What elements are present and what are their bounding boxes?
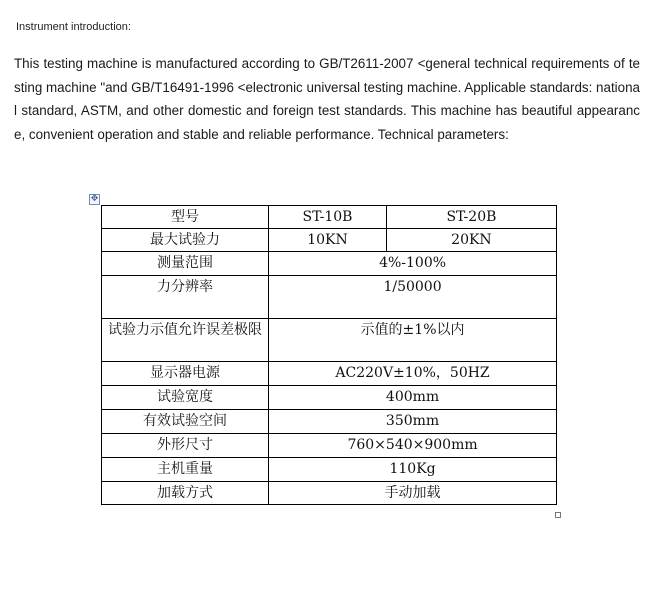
table-resize-handle-icon[interactable] bbox=[555, 512, 561, 518]
table-row bbox=[102, 386, 557, 410]
table-row bbox=[102, 276, 557, 319]
table-move-handle-icon[interactable]: ✥ bbox=[90, 194, 99, 204]
cell-range-value: 4%-100% bbox=[269, 252, 557, 276]
cell-error-value: 示值的±1%以内 bbox=[269, 319, 557, 362]
cell-power-label: 显示器电源 bbox=[102, 362, 269, 386]
table-row bbox=[102, 229, 557, 252]
cell-range-label: 测量范围 bbox=[102, 252, 269, 276]
cell-width-value: 400mm bbox=[269, 386, 557, 410]
cell-size-label: 外形尺寸 bbox=[102, 434, 269, 458]
cell-max-force-a: 10KN bbox=[269, 229, 387, 252]
table-row bbox=[102, 252, 557, 276]
table-row bbox=[102, 410, 557, 434]
cell-loading-value: 手动加载 bbox=[269, 482, 557, 505]
cell-model-b: ST-20B bbox=[386, 206, 556, 229]
cell-model-a: ST-10B bbox=[269, 206, 387, 229]
table-row bbox=[102, 458, 557, 482]
cell-resolution-value: 1/50000 bbox=[269, 276, 557, 319]
cell-weight-value: 110Kg bbox=[269, 458, 557, 482]
cell-resolution-label: 力分辨率 bbox=[102, 276, 269, 319]
cell-model-label: 型号 bbox=[102, 206, 269, 229]
cell-loading-label: 加载方式 bbox=[102, 482, 269, 505]
table-row bbox=[102, 434, 557, 458]
table-row bbox=[102, 482, 557, 505]
technical-parameters-table bbox=[101, 205, 557, 505]
cell-width-label: 试验宽度 bbox=[102, 386, 269, 410]
cell-space-label: 有效试验空间 bbox=[102, 410, 269, 434]
cell-space-value: 350mm bbox=[269, 410, 557, 434]
intro-paragraph: This testing machine is manufactured according to GB/T2611-2007 <general technical requirements of testing machine "and GB/T16491-1996 <electronic universal testing machine. Applicable standards: national standard, ASTM, and other domestic and foreign test standards. This machine has beautiful appearance, convenient operation and stable and reliable performance. Technical parameters: bbox=[14, 56, 640, 142]
cell-max-force-b: 20KN bbox=[386, 229, 556, 252]
cell-error-label: 试验力示值允许误差极限 bbox=[102, 319, 269, 362]
cell-max-force-label: 最大试验力 bbox=[102, 229, 269, 252]
cell-weight-label: 主机重量 bbox=[102, 458, 269, 482]
cell-power-value: AC220V±10%，50HZ bbox=[269, 362, 557, 386]
section-heading: Instrument introduction: bbox=[16, 21, 131, 33]
table-row bbox=[102, 362, 557, 386]
table-row bbox=[102, 206, 557, 229]
cell-size-value: 760×540×900mm bbox=[269, 434, 557, 458]
table-row bbox=[102, 319, 557, 362]
